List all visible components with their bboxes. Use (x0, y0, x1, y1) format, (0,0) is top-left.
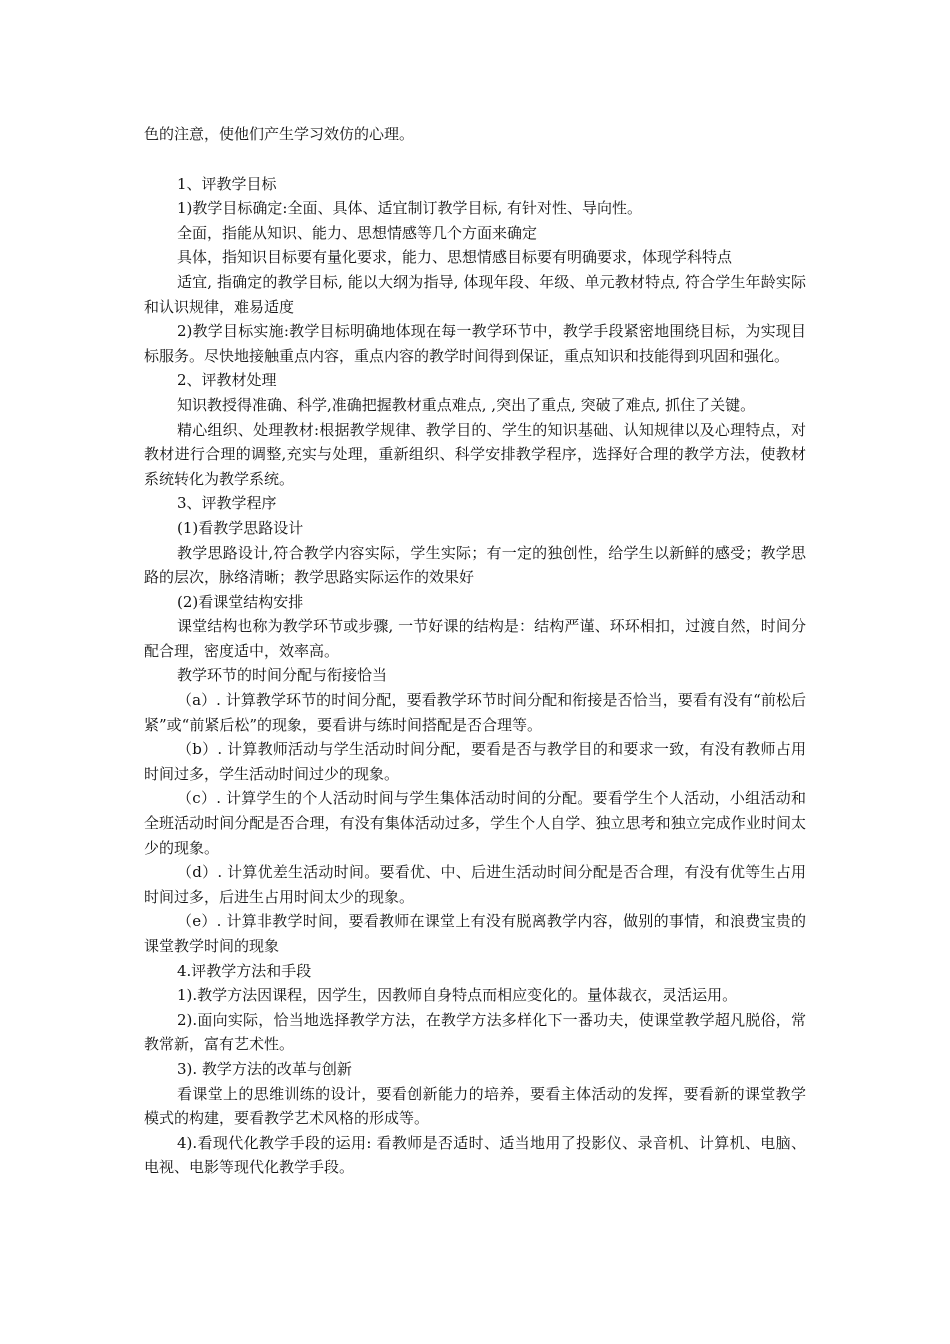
paragraph: 全面，指能从知识、能力、思想情感等几个方面来确定 (177, 223, 538, 242)
section-heading-3: 3、评教学程序 (177, 494, 277, 513)
section-heading-1: 1、评教学目标 (177, 174, 277, 193)
subheading: 3). 教学方法的改革与创新 (177, 1059, 352, 1078)
list-item: （b）. 计算教师活动与学生活动时间分配，要看是否与教学目的和要求一致，有没有教师占用时间过多，学生活动时间过少的现象。 (144, 740, 806, 783)
list-item: （a）. 计算教学环节的时间分配，要看教学环节时间分配和衔接是否恰当，要看有没有“前松后紧”或“前紧后松”的现象，要看讲与练时间搭配是否合理等。 (144, 691, 806, 734)
paragraph: 2).面向实际，恰当地选择教学方法，在教学方法多样化下一番功夫，使课堂教学超凡脱俗，常教常新，富有艺术性。 (144, 1010, 806, 1054)
document-body (144, 122, 806, 1180)
list-item: （e）. 计算非教学时间，要看教师在课堂上有没有脱离教学内容，做别的事情，和浪费宝贵的课堂教学时间的现象 (144, 912, 806, 955)
paragraph: 2)教学目标实施:教学目标明确地体现在每一教学环节中，教学手段紧密地围绕目标，为实现目标服务。尽快地接触重点内容，重点内容的教学时间得到保证，重点知识和技能得到巩固和强化。 (144, 322, 806, 365)
subheading: (2)看课堂结构安排 (177, 592, 304, 611)
paragraph: 1).教学方法因课程，因学生，因教师自身特点而相应变化的。量体裁衣，灵活运用。 (177, 986, 738, 1005)
paragraph: 看课堂上的思维训练的设计，要看创新能力的培养，要看主体活动的发挥，要看新的课堂教学模式的构建，要看教学艺术风格的形成等。 (144, 1084, 806, 1128)
paragraph: 课堂结构也称为教学环节或步骤, 一节好课的结构是：结构严谨、环环相扣，过渡自然，时间分配合理，密度适中，效率高。 (144, 617, 806, 660)
section-heading-4: 4.评教学方法和手段 (177, 961, 312, 980)
paragraph: 精心组织、处理教材:根据教学规律、教学目的、学生的知识基础、认知规律以及心理特点，对教材进行合理的调整,充实与处理，重新组织、科学安排教学程序，选择好合理的教学方法，使教材系统转化为教学系统。 (144, 420, 806, 488)
paragraph: 具体，指知识目标要有量化要求，能力、思想情感目标要有明确要求，体现学科特点 (177, 248, 733, 267)
paragraph: 1)教学目标确定:全面、具体、适宜制订教学目标, 有针对性、导向性。 (177, 199, 642, 218)
list-item: （d）. 计算优差生活动时间。要看优、中、后进生活动时间分配是否合理，有没有优等生占用时间过多，后进生占用时间太少的现象。 (144, 863, 806, 906)
subheading: (1)看教学思路设计 (177, 518, 304, 537)
section-heading-2: 2、评教材处理 (177, 371, 277, 390)
paragraph: 教学思路设计,符合教学内容实际，学生实际；有一定的独创性，给学生以新鲜的感受；教学思路的层次，脉络清晰；教学思路实际运作的效果好 (144, 543, 806, 587)
list-item: （c）. 计算学生的个人活动时间与学生集体活动时间的分配。要看学生个人活动，小组活动和全班活动时间分配是否合理，有没有集体活动过多，学生个人自学、独立思考和独立完成作业时间太少的现象。 (144, 789, 806, 857)
blank-line (144, 147, 806, 172)
paragraph: 教学环节的时间分配与衔接恰当 (177, 666, 388, 685)
paragraph: 适宜, 指确定的教学目标, 能以大纲为指导, 体现年段、年级、单元教材特点, 符合学生年龄实际和认识规律，难易适度 (144, 272, 806, 316)
paragraph: 4).看现代化教学手段的运用: 看教师是否适时、适当地用了投影仪、录音机、计算机、电脑、电视、电影等现代化教学手段。 (144, 1133, 806, 1177)
paragraph: 知识教授得准确、科学,准确把握教材重点难点, ,突出了重点, 突破了难点, 抓住了关键。 (177, 395, 756, 414)
paragraph-continuation: 色的注意，使他们产生学习效仿的心理。 (144, 125, 415, 143)
